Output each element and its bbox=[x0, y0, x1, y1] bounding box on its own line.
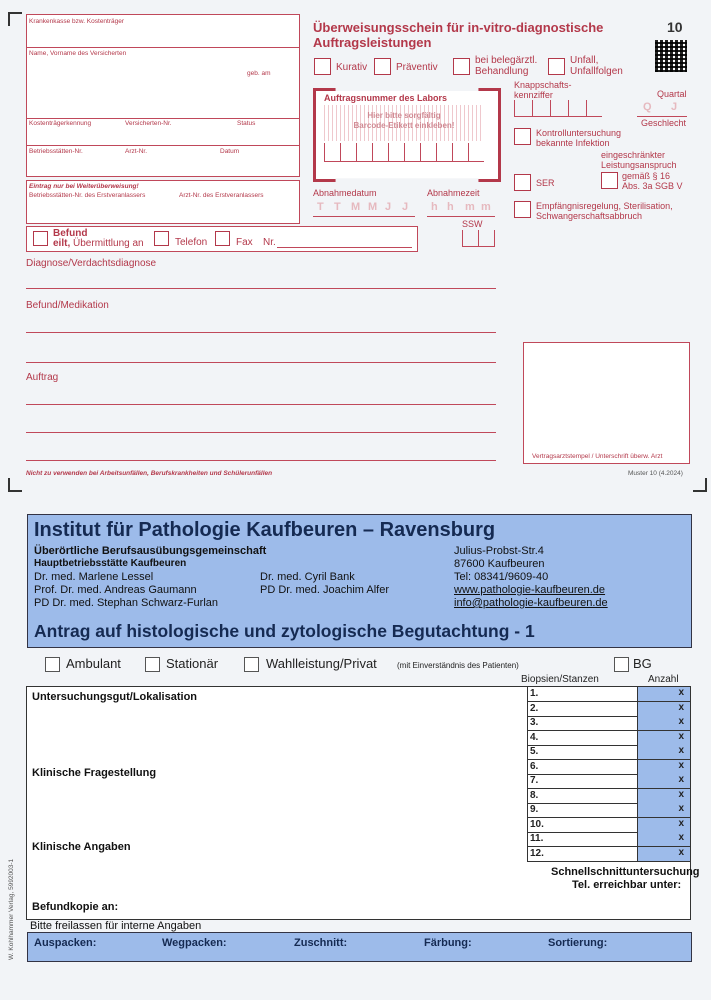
doctor-left-2: Prof. Dr. med. Andreas Gaumann bbox=[34, 584, 197, 596]
unfall-label-1: Unfall, bbox=[570, 55, 599, 66]
date-ghost-t1: T bbox=[317, 201, 324, 213]
versicherten-label: Versicherten-Nr. bbox=[125, 120, 172, 127]
weiter-arzt-label: Arzt-Nr. des Erstveranlassers bbox=[179, 192, 264, 199]
patient-data-box[interactable] bbox=[26, 14, 300, 177]
quartal-ghost-j: J bbox=[671, 101, 678, 113]
crop-mark-bottom-right bbox=[693, 478, 707, 492]
time-ghost-h2: h bbox=[447, 201, 454, 213]
time-ghost-m2: m bbox=[481, 201, 491, 213]
ssw-label: SSW bbox=[462, 219, 483, 229]
einges-label-2: Leistungsanspruch bbox=[601, 160, 677, 170]
ambulant-checkbox[interactable] bbox=[45, 657, 60, 672]
geb-label: geb. am bbox=[247, 70, 271, 77]
bg-label: BG bbox=[633, 656, 652, 671]
stationaer-label: Stationär bbox=[166, 656, 219, 671]
zuschnitt-label: Zuschnitt: bbox=[294, 937, 348, 949]
befundkopie-label: Befundkopie an: bbox=[32, 901, 119, 913]
quartal-cells[interactable] bbox=[637, 100, 687, 117]
anzahl-header: Anzahl bbox=[648, 674, 679, 685]
biopsy-row[interactable]: 2. x bbox=[527, 702, 690, 717]
befund-label: Befund bbox=[53, 228, 88, 239]
name-label: Name, Vorname des Versicherten bbox=[29, 50, 127, 57]
kurativ-label: Kurativ bbox=[336, 62, 368, 73]
knappschaft-label-2: kennziffer bbox=[514, 90, 553, 100]
praeventiv-checkbox[interactable] bbox=[374, 58, 391, 75]
crop-mark-bottom-left bbox=[8, 478, 22, 492]
abnahmezeit-cells[interactable] bbox=[427, 199, 495, 217]
stempel-box[interactable] bbox=[523, 342, 690, 464]
knappschaft-cells[interactable] bbox=[514, 100, 602, 117]
date-ghost-j2: J bbox=[402, 201, 409, 213]
datamatrix-code bbox=[655, 40, 687, 72]
barcode-hint-1: Hier bitte sorgfältig bbox=[367, 111, 441, 120]
muster-label: Muster 10 (4.2024) bbox=[628, 470, 683, 477]
belegarzt-label-2: Behandlung bbox=[475, 66, 529, 77]
biopsy-row[interactable]: 3. x bbox=[527, 716, 690, 731]
uebermittlung-label: Übermittlung an bbox=[73, 238, 144, 249]
einges-label-3: gemäß § 16 bbox=[622, 171, 671, 181]
belegarzt-checkbox[interactable] bbox=[453, 58, 470, 75]
antrag-title: Antrag auf histologische und zytologische Begutachtung - 1 bbox=[34, 621, 535, 641]
telefon-label: Telefon bbox=[175, 237, 208, 248]
weiterueberweisung-box[interactable] bbox=[26, 180, 300, 224]
institute-subtitle: Überörtliche Berufsausübungsgemeinschaft bbox=[34, 545, 267, 557]
empf-label-2: Schwangerschaftsabbruch bbox=[536, 211, 643, 221]
eilt-label: eilt, bbox=[53, 238, 71, 249]
time-ghost-h1: h bbox=[431, 201, 438, 213]
auspacken-label: Auspacken: bbox=[34, 937, 97, 949]
doctor-left-1: Dr. med. Marlene Lessel bbox=[34, 571, 154, 583]
auftragsnummer-label: Auftragsnummer des Labors bbox=[324, 93, 448, 103]
address-street: Julius-Probst-Str.4 bbox=[454, 545, 544, 557]
institute-website-link[interactable]: www.pathologie-kaufbeuren.de bbox=[454, 584, 606, 596]
weiter-title: Eintrag nur bei Weiterüberweisung! bbox=[29, 183, 139, 190]
biopsy-row[interactable]: 4. x bbox=[527, 731, 690, 746]
befund-eilt-box[interactable] bbox=[26, 226, 418, 252]
auftrag-label: Auftrag bbox=[26, 372, 59, 383]
footer-note: Nicht zu verwenden bei Arbeitsunfällen, Berufskrankheiten und Schülerunfällen bbox=[26, 470, 273, 477]
doctor-right-2: PD Dr. med. Joachim Alfer bbox=[260, 584, 389, 596]
empfaengnis-checkbox[interactable] bbox=[514, 201, 531, 218]
abnahmedatum-label: Abnahmedatum bbox=[313, 188, 377, 198]
einges-label-4: Abs. 3a SGB V bbox=[622, 181, 683, 191]
kontrolluntersuchung-checkbox[interactable] bbox=[514, 128, 531, 145]
kostentraeger-label: Kostenträgerkennung bbox=[29, 120, 92, 127]
form-number: 10 bbox=[667, 19, 683, 35]
date-ghost-m2: M bbox=[368, 201, 378, 213]
untersuchungsgut-label: Untersuchungsgut/Lokalisation bbox=[32, 691, 198, 703]
kontroll-label-2: bekannte Infektion bbox=[536, 138, 610, 148]
institute-name: Institut für Pathologie Kaufbeuren – Ravensburg bbox=[34, 519, 496, 541]
auftragsnummer-inner bbox=[316, 91, 492, 173]
quartal-ghost-q: Q bbox=[643, 101, 652, 113]
form-title-line1: Überweisungsschein für in-vitro-diagnostische bbox=[313, 20, 604, 35]
publisher-side-text: W. Kohlhammer Verlag, 5992003-1 bbox=[8, 858, 15, 960]
knappschaft-label-1: Knappschafts- bbox=[514, 80, 572, 90]
barcode-hint-2: Barcode-Etikett einkleben! bbox=[353, 121, 455, 130]
date-ghost-j1: J bbox=[385, 201, 392, 213]
tel-erreichbar-label: Tel. erreichbar unter: bbox=[572, 879, 682, 891]
unfall-checkbox[interactable] bbox=[548, 58, 565, 75]
status-label: Status bbox=[237, 120, 256, 127]
wahlleistung-note: (mit Einverständnis des Patienten) bbox=[397, 661, 519, 670]
biopsy-row[interactable]: 7. x bbox=[527, 774, 690, 789]
freilassen-note: Bitte freilassen für interne Angaben bbox=[30, 920, 202, 932]
abnahmezeit-label: Abnahmezeit bbox=[427, 188, 480, 198]
nr-label: Nr. bbox=[263, 237, 276, 248]
kasse-label: Krankenkasse bzw. Kostenträger bbox=[29, 18, 125, 25]
praeventiv-label: Präventiv bbox=[396, 62, 438, 73]
wegpacken-label: Wegpacken: bbox=[162, 937, 227, 949]
fax-label: Fax bbox=[236, 237, 253, 248]
fax-checkbox[interactable] bbox=[215, 231, 230, 246]
biopsy-row[interactable]: 10. x bbox=[527, 818, 690, 833]
weiter-bsnr-label: Betriebsstätten-Nr. des Erstveranlassers bbox=[29, 192, 146, 199]
angaben-label: Klinische Angaben bbox=[32, 841, 131, 853]
sortierung-label: Sortierung: bbox=[548, 937, 608, 949]
wahlleistung-label: Wahlleistung/Privat bbox=[266, 656, 377, 671]
biopsy-row[interactable]: 5. x bbox=[527, 745, 690, 760]
biopsy-row[interactable]: 8. x bbox=[527, 789, 690, 804]
address-phone: Tel: 08341/9609-40 bbox=[454, 571, 549, 583]
diagnose-label: Diagnose/Verdachtsdiagnose bbox=[26, 258, 157, 269]
crop-mark-top-left bbox=[8, 12, 22, 26]
ser-label: SER bbox=[536, 178, 555, 188]
stempel-label: Vertragsarztstempel / Unterschrift überw. Arzt bbox=[532, 453, 663, 460]
stationaer-checkbox[interactable] bbox=[145, 657, 160, 672]
befund-eilt-checkbox[interactable] bbox=[33, 231, 48, 246]
institute-header bbox=[27, 514, 692, 648]
biopsy-row[interactable]: 6. x bbox=[527, 760, 690, 775]
unfall-label-2: Unfallfolgen bbox=[570, 66, 623, 77]
belegarzt-label-1: bei belegärztl. bbox=[475, 55, 538, 66]
ambulant-label: Ambulant bbox=[66, 656, 121, 671]
wahlleistung-checkbox[interactable] bbox=[244, 657, 259, 672]
institute-email-link[interactable]: info@pathologie-kaufbeuren.de bbox=[454, 597, 608, 609]
geschlecht-label: Geschlecht bbox=[641, 118, 687, 128]
biopsy-row[interactable]: 12. x bbox=[527, 847, 690, 862]
schnellschnitt-label: Schnellschnittuntersuchung bbox=[551, 866, 700, 878]
biopsy-row[interactable]: 1. x bbox=[527, 687, 690, 702]
auftragsnummer-cells[interactable] bbox=[324, 143, 484, 162]
arzt-label: Arzt-Nr. bbox=[125, 148, 148, 155]
telefon-checkbox[interactable] bbox=[154, 231, 169, 246]
address-city: 87600 Kaufbeuren bbox=[454, 558, 545, 570]
date-ghost-t2: T bbox=[334, 201, 341, 213]
biopsy-row[interactable]: 11. x bbox=[527, 832, 690, 847]
kontroll-label-1: Kontrolluntersuchung bbox=[536, 128, 622, 138]
institute-haupt: Hauptbetriebsstätte Kaufbeuren bbox=[34, 558, 187, 569]
datum-label: Datum bbox=[220, 148, 240, 155]
einges-label-1: eingeschränkter bbox=[601, 150, 666, 160]
fragestellung-label: Klinische Fragestellung bbox=[32, 767, 157, 779]
date-ghost-m1: M bbox=[351, 201, 361, 213]
kurativ-checkbox[interactable] bbox=[314, 58, 331, 75]
form-title-line2: Auftragsleistungen bbox=[313, 35, 432, 50]
doctor-right-1: Dr. med. Cyril Bank bbox=[260, 571, 355, 583]
faerbung-label: Färbung: bbox=[424, 937, 472, 949]
quartal-label: Quartal bbox=[657, 89, 687, 99]
ssw-cells[interactable] bbox=[462, 230, 495, 247]
bsnr-label: Betriebsstätten-Nr. bbox=[29, 148, 83, 155]
leistungsanspruch-checkbox[interactable] bbox=[601, 172, 618, 189]
time-ghost-m1: m bbox=[465, 201, 475, 213]
empf-label-1: Empfängnisregelung, Sterilisation, bbox=[536, 201, 673, 211]
bottom-processing-bar bbox=[27, 932, 692, 962]
abnahmedatum-cells[interactable] bbox=[313, 199, 415, 217]
biopsien-header: Biopsien/Stanzen bbox=[521, 674, 599, 685]
bg-checkbox[interactable] bbox=[614, 657, 629, 672]
ser-checkbox[interactable] bbox=[514, 174, 531, 191]
biopsy-row[interactable]: 9. x bbox=[527, 803, 690, 818]
befund-medikation-label: Befund/Medikation bbox=[26, 300, 109, 311]
doctor-left-3: PD Dr. med. Stephan Schwarz-Furlan bbox=[34, 597, 219, 609]
